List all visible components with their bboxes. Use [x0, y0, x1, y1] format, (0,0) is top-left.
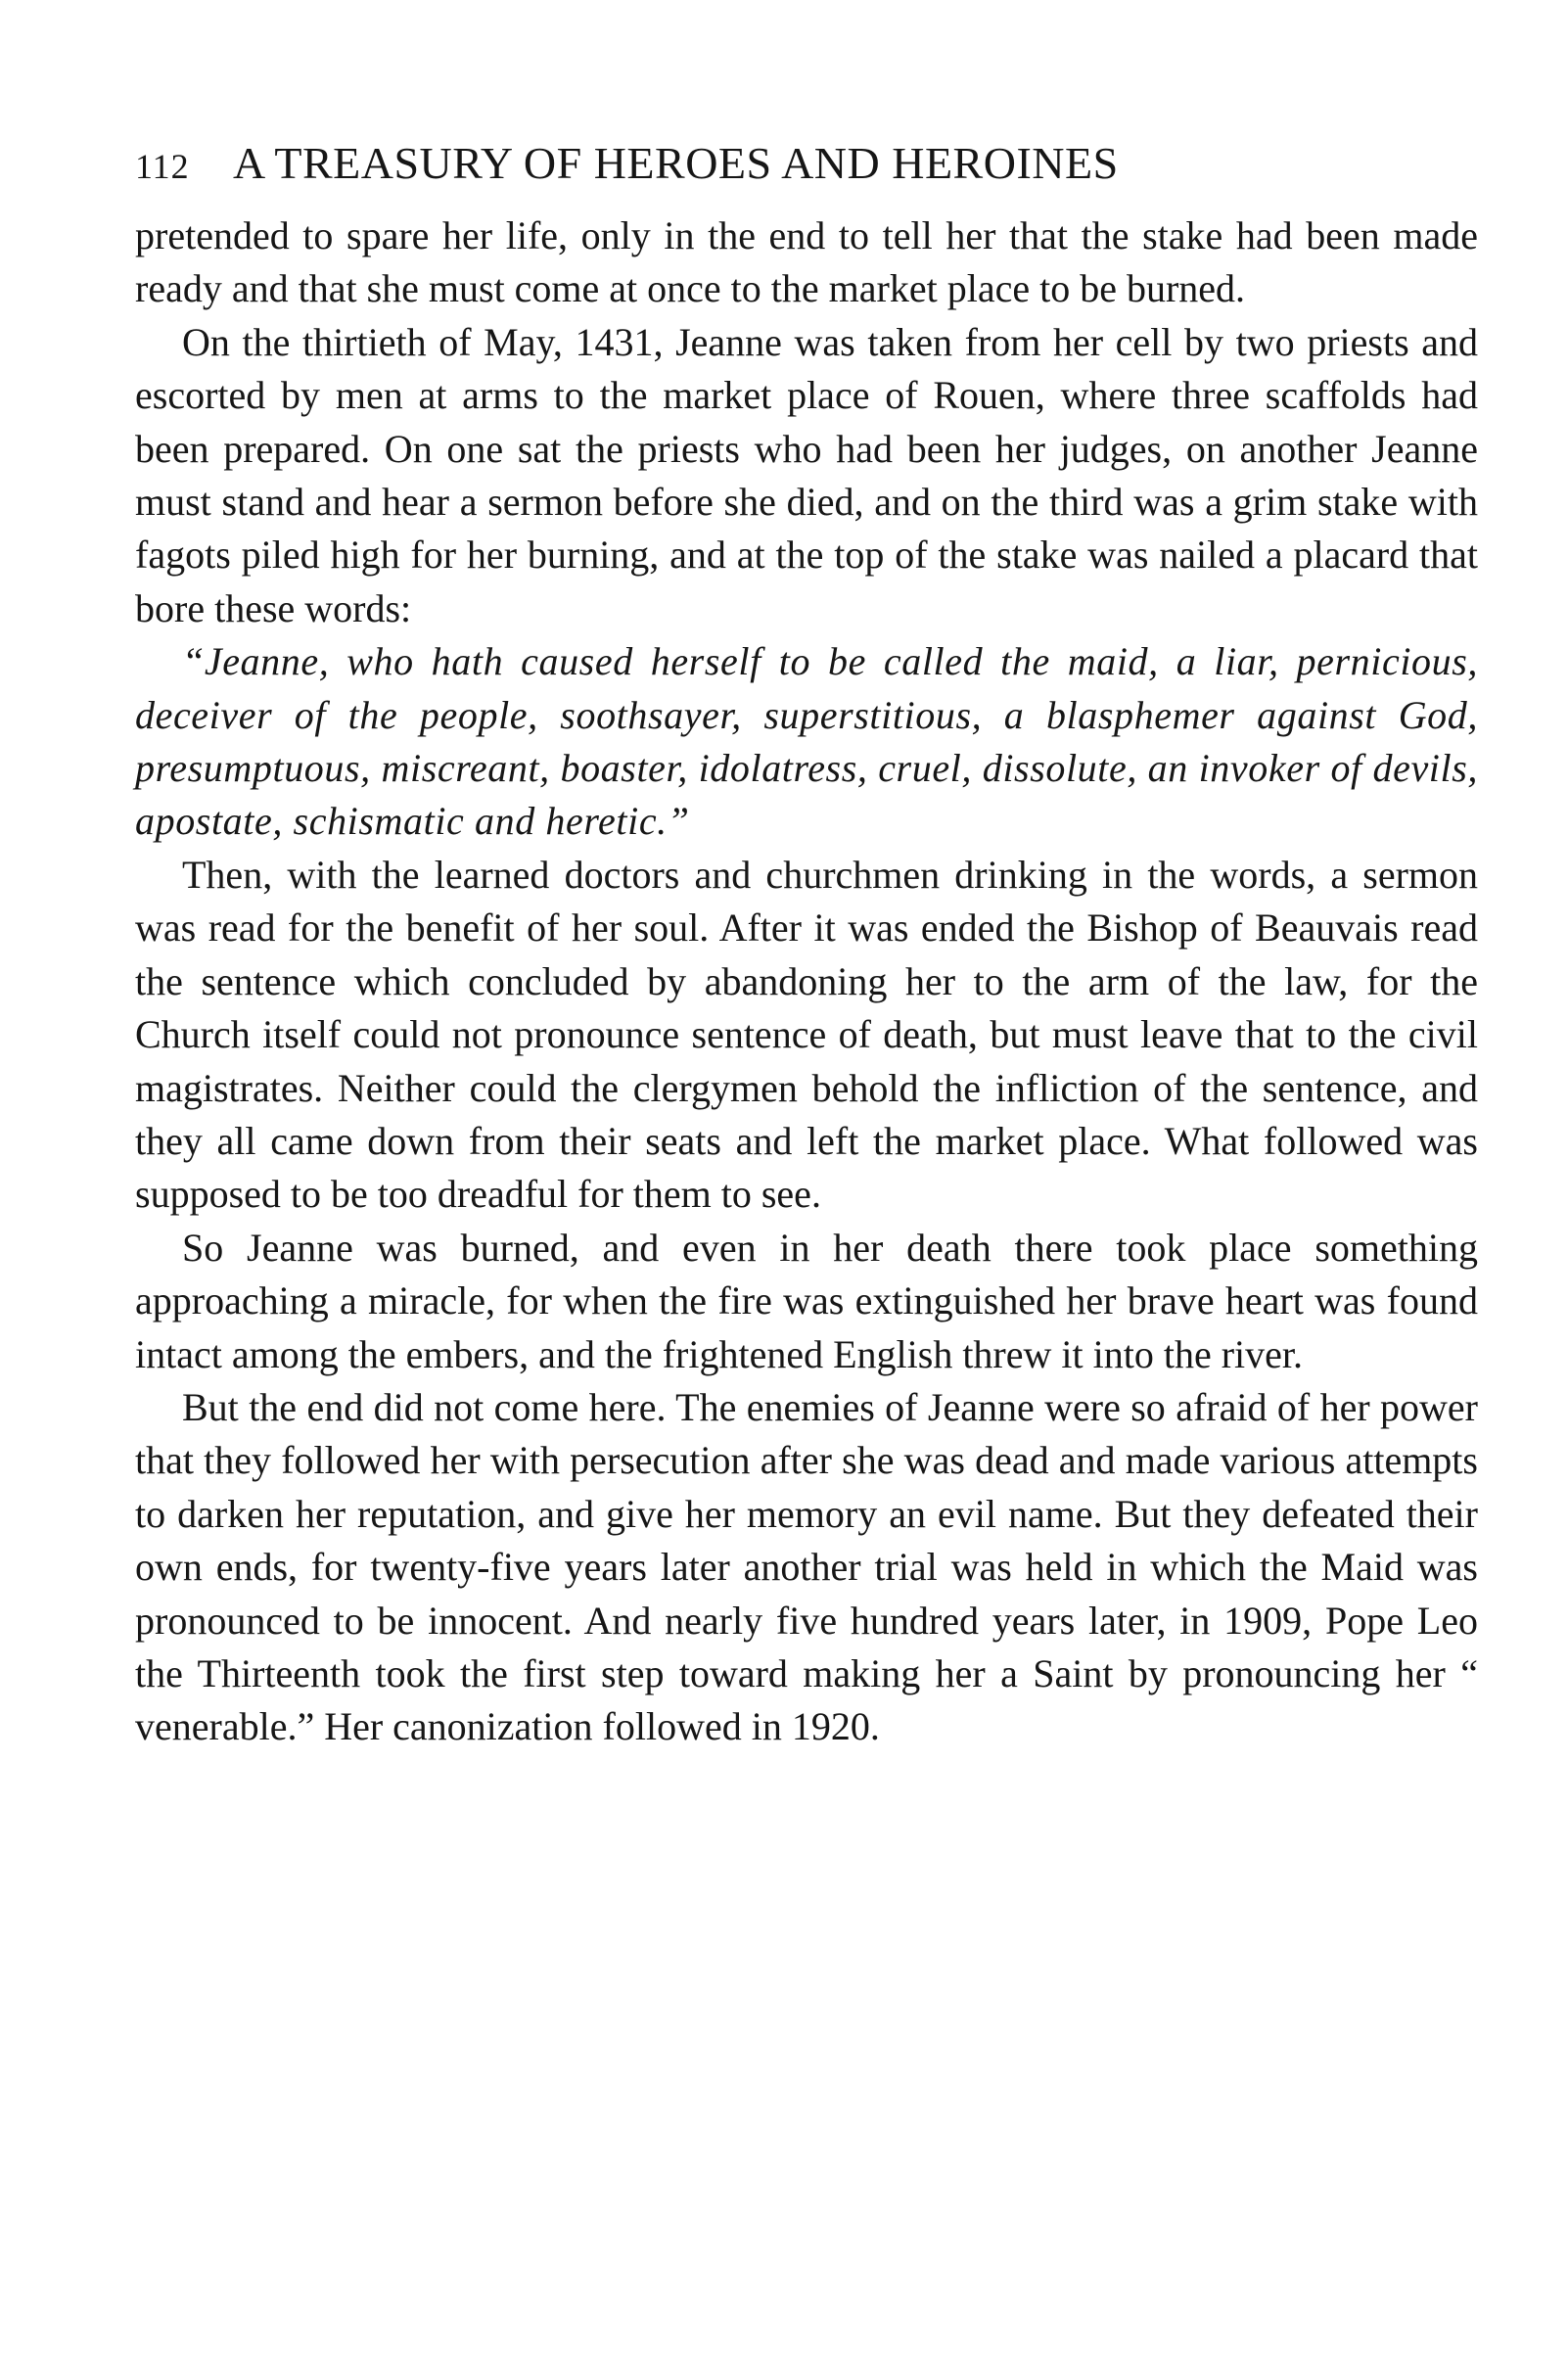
- book-page: [135, 137, 1478, 1754]
- running-title: A TREASURY OF HEROES AND HEROINES: [233, 138, 1119, 188]
- paragraph-canonization: But the end did not come here. The enemies of Jeanne were so afraid of her power that they followed her with persecution after she was dead and made various attempts to darken her reputation, and give her memory an evil name. But they defeated their own ends, for twenty-five years later another trial was held in which the Maid was pronounced to be innocent. And nearly five hundred years later, in 1909, Pope Leo the Thirteenth took the first step toward making her a Saint by pronouncing her “ venerable.” Her canonization followed in 1920.: [135, 1384, 1478, 1749]
- page-number: 112: [135, 147, 190, 186]
- placard-quote: “Jeanne, who hath caused herself to be called the maid, a liar, pernicious, deceiver of the people, soothsayer, superstitious, a blasphemer against God, presumptuous, miscreant, boaster, idolatress, cruel, dissolute, an invoker of devils, apostate, schismatic and heretic.”: [135, 639, 1478, 844]
- paragraph-burning: So Jeanne was burned, and even in her death there took place something approaching a miracle, for when the fire was extinguished her brave heart was found intact among the embers, and the frightened English threw it into the river.: [135, 1225, 1478, 1376]
- paragraph-execution: On the thirtieth of May, 1431, Jeanne was taken from her cell by two priests and escorted by men at arms to the market place of Rouen, where three scaffolds had been prepared. On one sat the priests who had been her judges, on another Jeanne must stand and hear a sermon before she died, and on the third was a grim stake with fagots piled high for her burning, and at the top of the stake was nailed a placard that bore these words:: [135, 319, 1478, 630]
- paragraph-sermon: Then, with the learned doctors and churchmen drinking in the words, a sermon was read for the benefit of her soul. After it was ended the Bishop of Beauvais read the sentence which concluded by abandoning her to the arm of the law, for the Church itself could not pronounce sentence of death, but must leave that to the civil magistrates. Neither could the clergymen behold the infliction of the sentence, and they all came down from their seats and left the market place. What followed was supposed to be too dreadful for them to see.: [135, 852, 1478, 1217]
- body-text: [135, 209, 1478, 1754]
- running-head: [135, 137, 1478, 198]
- paragraph-continued: pretended to spare her life, only in the end to tell her that the stake had been made ready and that she must come at once to the market place to be burned.: [135, 213, 1478, 311]
